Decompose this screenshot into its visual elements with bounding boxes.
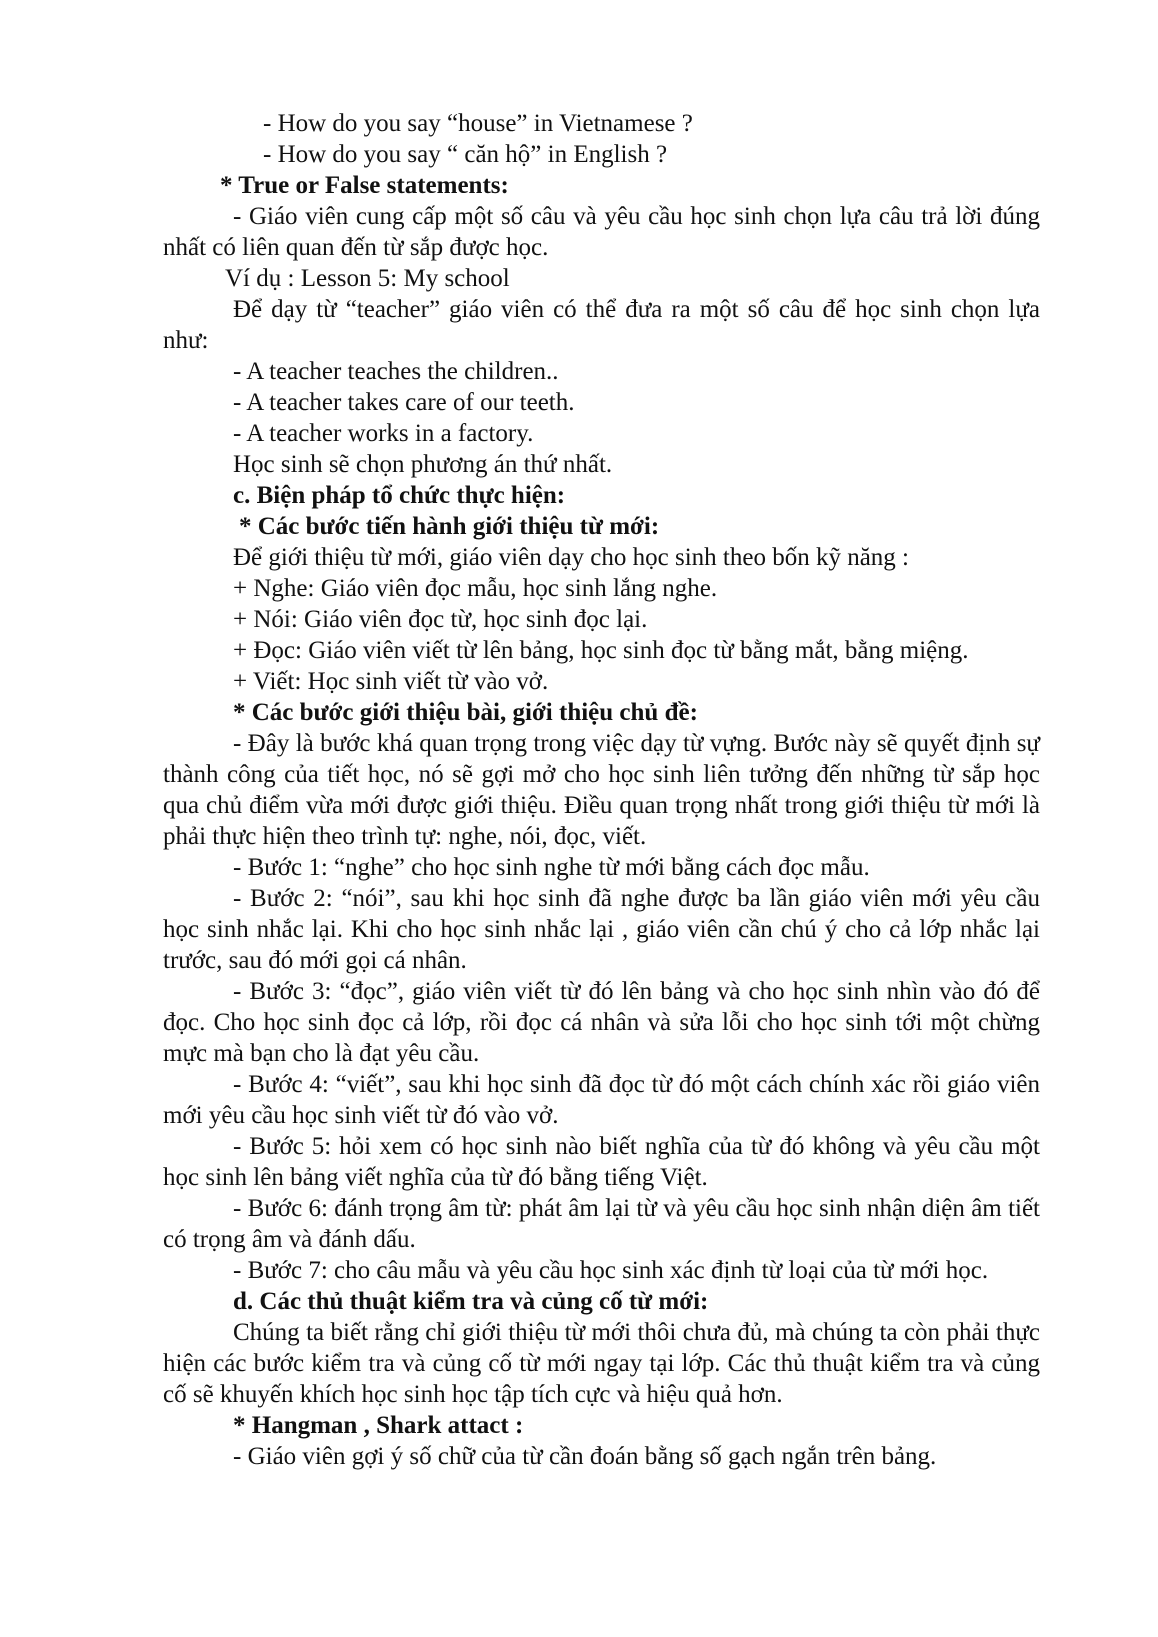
heading-steps-lesson: * Các bước giới thiệu bài, giới thiệu chủ đề: xyxy=(233,699,698,726)
heading-d: d. Các thủ thuật kiểm tra và củng cố từ mới: xyxy=(233,1288,709,1315)
option-2: - A teacher takes care of our teeth. xyxy=(233,389,575,416)
example-line: Ví dụ : Lesson 5: My school xyxy=(225,265,510,292)
heading-steps-new-words: * Các bước tiến hành giới thiệu từ mới: xyxy=(239,513,660,540)
heading-true-false: * True or False statements: xyxy=(220,172,509,199)
paragraph-check: Chúng ta biết rằng chỉ giới thiệu từ mới thôi chưa đủ, mà chúng ta còn phải thực hiện các bước kiểm tra và củng cố từ mới ngay tại lớp. Các thủ thuật kiểm tra và củng cố sẽ khuyến khích học sinh học tập tích cực và hiệu quả hơn. xyxy=(163,1319,1040,1408)
paragraph-true-false: - Giáo viên cung cấp một số câu và yêu cầu học sinh chọn lựa câu trả lời đúng nhất có liên quan đến từ sắp được học. xyxy=(163,203,1040,261)
heading-hangman: * Hangman , Shark attact : xyxy=(233,1412,524,1439)
step-3: - Bước 3: “đọc”, giáo viên viết từ đó lên bảng và cho học sinh nhìn vào đó để đọc. Cho học sinh đọc cả lớp, rồi đọc cá nhân và sửa lỗi cho học sinh tới một chừng mực mà bạn cho là đạt yêu cầu. xyxy=(163,978,1040,1067)
heading-c: c. Biện pháp tổ chức thực hiện: xyxy=(233,482,566,509)
option-3: - A teacher works in a factory. xyxy=(233,420,534,447)
step-2: - Bước 2: “nói”, sau khi học sinh đã nghe được ba lần giáo viên mới yêu cầu học sinh nhắc lại. Khi cho học sinh nhắc lại , giáo viên cần chú ý cho cả lớp nhắc lại trước, sau đó mới gọi cá nhân. xyxy=(163,885,1040,974)
skill-read: + Đọc: Giáo viên viết từ lên bảng, học sinh đọc từ bằng mắt, bằng miệng. xyxy=(233,637,969,664)
paragraph-hangman: - Giáo viên gợi ý số chữ của từ cần đoán bằng số gạch ngắn trên bảng. xyxy=(233,1443,937,1470)
paragraph-teacher: Để dạy từ “teacher” giáo viên có thể đưa ra một số câu để học sinh chọn lựa như: xyxy=(163,296,1040,354)
answer-line: Học sinh sẽ chọn phương án thứ nhất. xyxy=(233,451,613,478)
skill-listen: + Nghe: Giáo viên đọc mẫu, học sinh lắng nghe. xyxy=(233,575,718,602)
question-can-ho: - How do you say “ căn hộ” in English ? xyxy=(263,141,668,168)
question-house: - How do you say “house” in Vietnamese ? xyxy=(263,110,693,137)
option-1: - A teacher teaches the children.. xyxy=(233,358,559,385)
step-7: - Bước 7: cho câu mẫu và yêu cầu học sinh xác định từ loại của từ mới học. xyxy=(233,1257,989,1284)
step-6: - Bước 6: đánh trọng âm từ: phát âm lại từ và yêu cầu học sinh nhận diện âm tiết có trọng âm và đánh dấu. xyxy=(163,1195,1040,1253)
step-5: - Bước 5: hỏi xem có học sinh nào biết nghĩa của từ đó không và yêu cầu một học sinh lên bảng viết nghĩa của từ đó bằng tiếng Việt. xyxy=(163,1133,1040,1191)
skill-write: + Viết: Học sinh viết từ vào vở. xyxy=(233,668,549,695)
skill-speak: + Nói: Giáo viên đọc từ, học sinh đọc lại. xyxy=(233,606,648,633)
step-1: - Bước 1: “nghe” cho học sinh nghe từ mới bằng cách đọc mẫu. xyxy=(233,854,870,881)
step-4: - Bước 4: “viết”, sau khi học sinh đã đọc từ đó một cách chính xác rồi giáo viên mới yêu cầu học sinh viết từ đó vào vở. xyxy=(163,1071,1040,1129)
paragraph-four-skills: Để giới thiệu từ mới, giáo viên dạy cho học sinh theo bốn kỹ năng : xyxy=(233,544,909,571)
paragraph-importance: - Đây là bước khá quan trọng trong việc dạy từ vựng. Bước này sẽ quyết định sự thành công của tiết học, nó sẽ gợi mở cho học sinh liên tưởng đến những từ sắp học qua chủ điểm vừa mới được giới thiệu. Điều quan trọng nhất trong giới thiệu từ mới là phải thực hiện theo trình tự: nghe, nói, đọc, viết. xyxy=(163,730,1040,850)
